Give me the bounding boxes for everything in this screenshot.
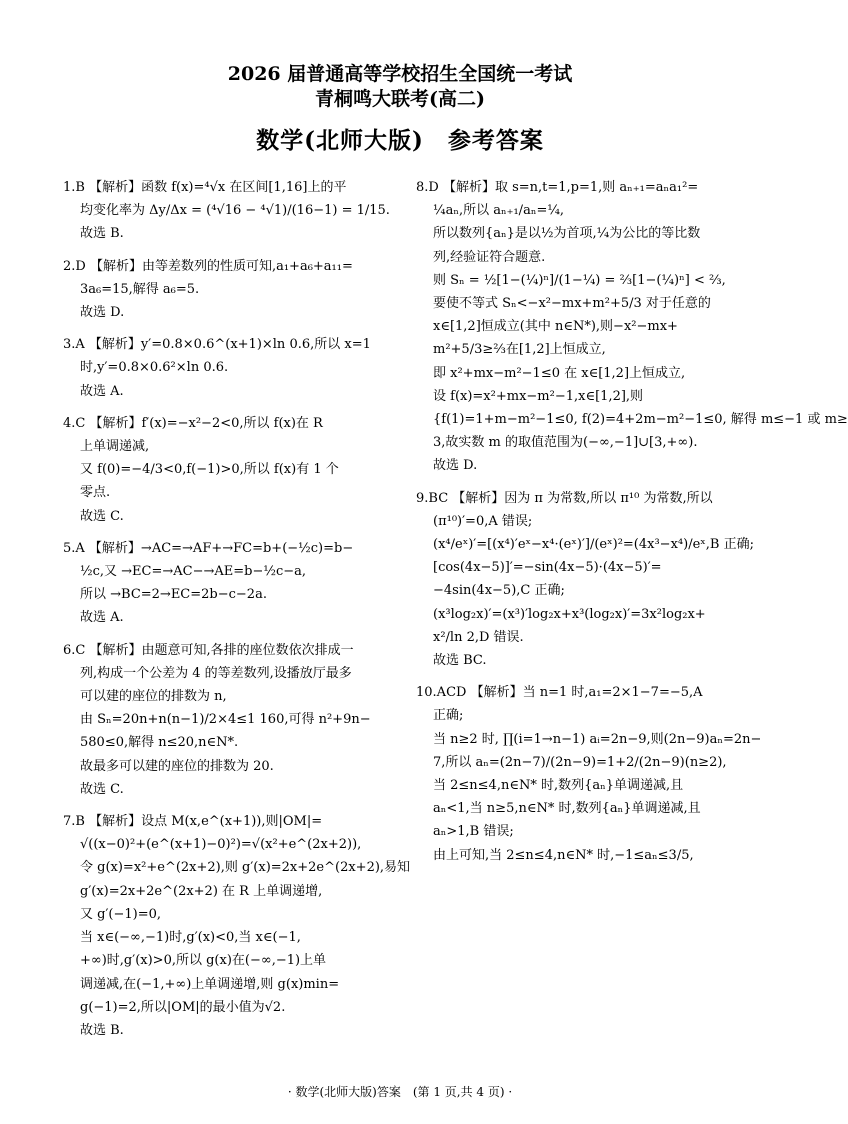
answer-line: aₙ<1,当 n≥5,n∈N* 时,数列{aₙ}单调递减,且 bbox=[433, 801, 701, 817]
answer-line: 故选 A. bbox=[80, 610, 124, 626]
answer-line: 均变化率为 Δy/Δx = (⁴√16 − ⁴√1)/(16−1) = 1/15. bbox=[80, 203, 390, 219]
question-gap bbox=[63, 630, 385, 639]
exam-title: 2026 届普通高等学校招生全国统一考试 bbox=[227, 63, 573, 85]
answer-line: g(−1)=2,所以|OM|的最小值为√2. bbox=[80, 999, 286, 1015]
question-gap bbox=[63, 801, 385, 810]
answer-key-title: 数学(北师大版) 参考答案 bbox=[256, 127, 544, 154]
left-answer-column bbox=[63, 176, 411, 1042]
question-gap bbox=[63, 403, 385, 412]
question-answer-line: 9.BC 【解析】因为 π 为常数,所以 π¹⁰ 为常数,所以 bbox=[416, 490, 713, 506]
answer-line: 故选 B. bbox=[80, 226, 124, 242]
answer-line: 故最多可以建的座位的排数为 20. bbox=[80, 758, 274, 774]
answer-line: g′(x)=2x+2e^(2x+2) 在 R 上单调递增, bbox=[80, 883, 323, 899]
answer-line: x²/ln 2,D 错误. bbox=[433, 629, 524, 645]
answer-line: 列,经验证符合题意. bbox=[433, 249, 546, 265]
answer-line: 要使不等式 Sₙ<−x²−mx+m²+5/3 对于任意的 bbox=[433, 296, 711, 312]
answer-line: 即 x²+mx−m²−1≤0 在 x∈[1,2]上恒成立, bbox=[433, 365, 686, 381]
answer-line: [cos(4x−5)]′=−sin(4x−5)·(4x−5)′= bbox=[433, 560, 662, 576]
question-gap bbox=[63, 528, 385, 537]
answer-line: 故选 C. bbox=[80, 508, 124, 524]
answer-line: 则 Sₙ = ½[1−(¼)ⁿ]/(1−¼) = ⅔[1−(¼)ⁿ] < ⅔, bbox=[433, 272, 726, 288]
answer-line: 故选 C. bbox=[80, 781, 124, 797]
question-answer-line: 1.B 【解析】函数 f(x)=⁴√x 在区间[1,16]上的平 bbox=[63, 180, 347, 195]
question-answer-line: 5.A 【解析】→AC=→AF+→FC=b+(−½c)=b− bbox=[63, 540, 354, 556]
answer-line: 故选 D. bbox=[80, 305, 125, 321]
answer-line: 又 g′(−1)=0, bbox=[80, 906, 162, 922]
answer-line: x∈[1,2]恒成立(其中 n∈N*),则−x²−mx+ bbox=[433, 319, 678, 335]
answer-line: aₙ>1,B 错误; bbox=[433, 824, 514, 840]
question-answer-line: 10.ACD 【解析】当 n=1 时,a₁=2×1−7=−5,A bbox=[416, 685, 703, 701]
answer-line: 又 f(0)=−4/3<0,f(−1)>0,所以 f(x)有 1 个 bbox=[80, 462, 339, 478]
answer-line: −4sin(4x−5),C 正确; bbox=[433, 583, 565, 599]
answer-line: {f(1)=1+m−m²−1≤0, f(2)=4+2m−m²−1≤0, 解得 m≤−1 或 m≥ bbox=[433, 412, 848, 428]
answer-line: ¼aₙ,所以 aₙ₊₁/aₙ=¼, bbox=[433, 203, 565, 219]
answer-line: 当 x∈(−∞,−1)时,g′(x)<0,当 x∈(−1, bbox=[80, 930, 301, 946]
question-gap bbox=[416, 672, 738, 681]
page-footer: · 数学(北师大版)答案 (第 1 页,共 4 页) · bbox=[287, 1085, 513, 1099]
right-answer-column bbox=[416, 176, 848, 867]
answer-line: (x⁴/eˣ)′=[(x⁴)′eˣ−x⁴·(eˣ)′]/(eˣ)²=(4x³−x⁴)/eˣ,B 正确; bbox=[433, 537, 754, 553]
answer-line: 3,故实数 m 的取值范围为(−∞,−1]∪[3,+∞). bbox=[433, 435, 698, 451]
answer-line: m²+5/3≥⅔在[1,2]上恒成立, bbox=[433, 342, 606, 358]
answer-line: ½c,又 →EC=→AC−→AE=b−½c−a, bbox=[80, 564, 307, 580]
question-answer-line: 3.A 【解析】y′=0.8×0.6^(x+1)×ln 0.6,所以 x=1 bbox=[63, 337, 371, 353]
question-answer-line: 7.B 【解析】设点 M(x,e^(x+1)),则|OM|= bbox=[63, 814, 323, 830]
answer-line: 令 g(x)=x²+e^(2x+2),则 g′(x)=2x+2e^(2x+2),易知 bbox=[80, 860, 411, 876]
answer-line: 由上可知,当 2≤n≤4,n∈N* 时,−1≤aₙ≤3/5, bbox=[433, 847, 694, 863]
answer-line: 所以数列{aₙ}是以½为首项,¼为公比的等比数 bbox=[433, 226, 701, 242]
exam-subtitle: 青桐鸣大联考(高二) bbox=[315, 88, 485, 110]
question-gap bbox=[63, 246, 385, 255]
answer-line: 可以建的座位的排数为 n, bbox=[80, 689, 227, 705]
answer-line: 所以 →BC=2→EC=2b−c−2a. bbox=[80, 587, 267, 603]
answer-line: 正确; bbox=[433, 708, 464, 724]
answer-line: 上单调递减, bbox=[80, 439, 150, 455]
question-answer-line: 4.C 【解析】f′(x)=−x²−2<0,所以 f(x)在 R bbox=[63, 415, 323, 431]
answer-line: 故选 D. bbox=[433, 458, 478, 474]
answer-line: 时,y′=0.8×0.6²×ln 0.6. bbox=[80, 360, 229, 376]
answer-line: +∞)时,g′(x)>0,所以 g(x)在(−∞,−1)上单 bbox=[80, 953, 327, 969]
question-gap bbox=[63, 324, 385, 333]
answer-line: 由 Sₙ=20n+n(n−1)/2×4≤1 160,可得 n²+9n− bbox=[80, 712, 371, 728]
answer-line: 故选 BC. bbox=[433, 653, 487, 669]
answer-line: 当 2≤n≤4,n∈N* 时,数列{aₙ}单调递减,且 bbox=[433, 778, 684, 794]
answer-line: 故选 A. bbox=[80, 383, 124, 399]
document-header bbox=[0, 62, 800, 156]
answer-line: 调递减,在(−1,+∞)上单调递增,则 g(x)min= bbox=[80, 976, 340, 992]
answer-line: 故选 B. bbox=[80, 1022, 124, 1038]
answer-line: (π¹⁰)′=0,A 错误; bbox=[433, 513, 533, 529]
question-answer-line: 8.D 【解析】取 s=n,t=1,p=1,则 aₙ₊₁=aₙa₁²= bbox=[416, 180, 699, 195]
answer-line: (x³log₂x)′=(x³)′log₂x+x³(log₂x)′=3x²log₂x+ bbox=[433, 606, 706, 622]
question-answer-line: 2.D 【解析】由等差数列的性质可知,a₁+a₆+a₁₁= bbox=[63, 258, 353, 274]
answer-line: √((x−0)²+(e^(x+1)−0)²)=√(x²+e^(2x+2)), bbox=[80, 837, 362, 853]
answer-line: 7,所以 aₙ=(2n−7)/(2n−9)=1+2/(2n−9)(n≥2), bbox=[433, 754, 727, 770]
answer-line: 设 f(x)=x²+mx−m²−1,x∈[1,2],则 bbox=[433, 388, 644, 404]
answer-line: 零点. bbox=[80, 485, 111, 501]
answer-line: 列,构成一个公差为 4 的等差数列,设播放厅最多 bbox=[80, 665, 352, 681]
question-gap bbox=[416, 478, 738, 487]
answer-line: 3a₆=15,解得 a₆=5. bbox=[80, 281, 200, 297]
answer-line: 580≤0,解得 n≤20,n∈N*. bbox=[80, 735, 239, 751]
question-answer-line: 6.C 【解析】由题意可知,各排的座位数依次排成一 bbox=[63, 642, 354, 658]
answer-line: 当 n≥2 时, ∏(i=1→n−1) aᵢ=2n−9,则(2n−9)aₙ=2n− bbox=[433, 731, 762, 747]
